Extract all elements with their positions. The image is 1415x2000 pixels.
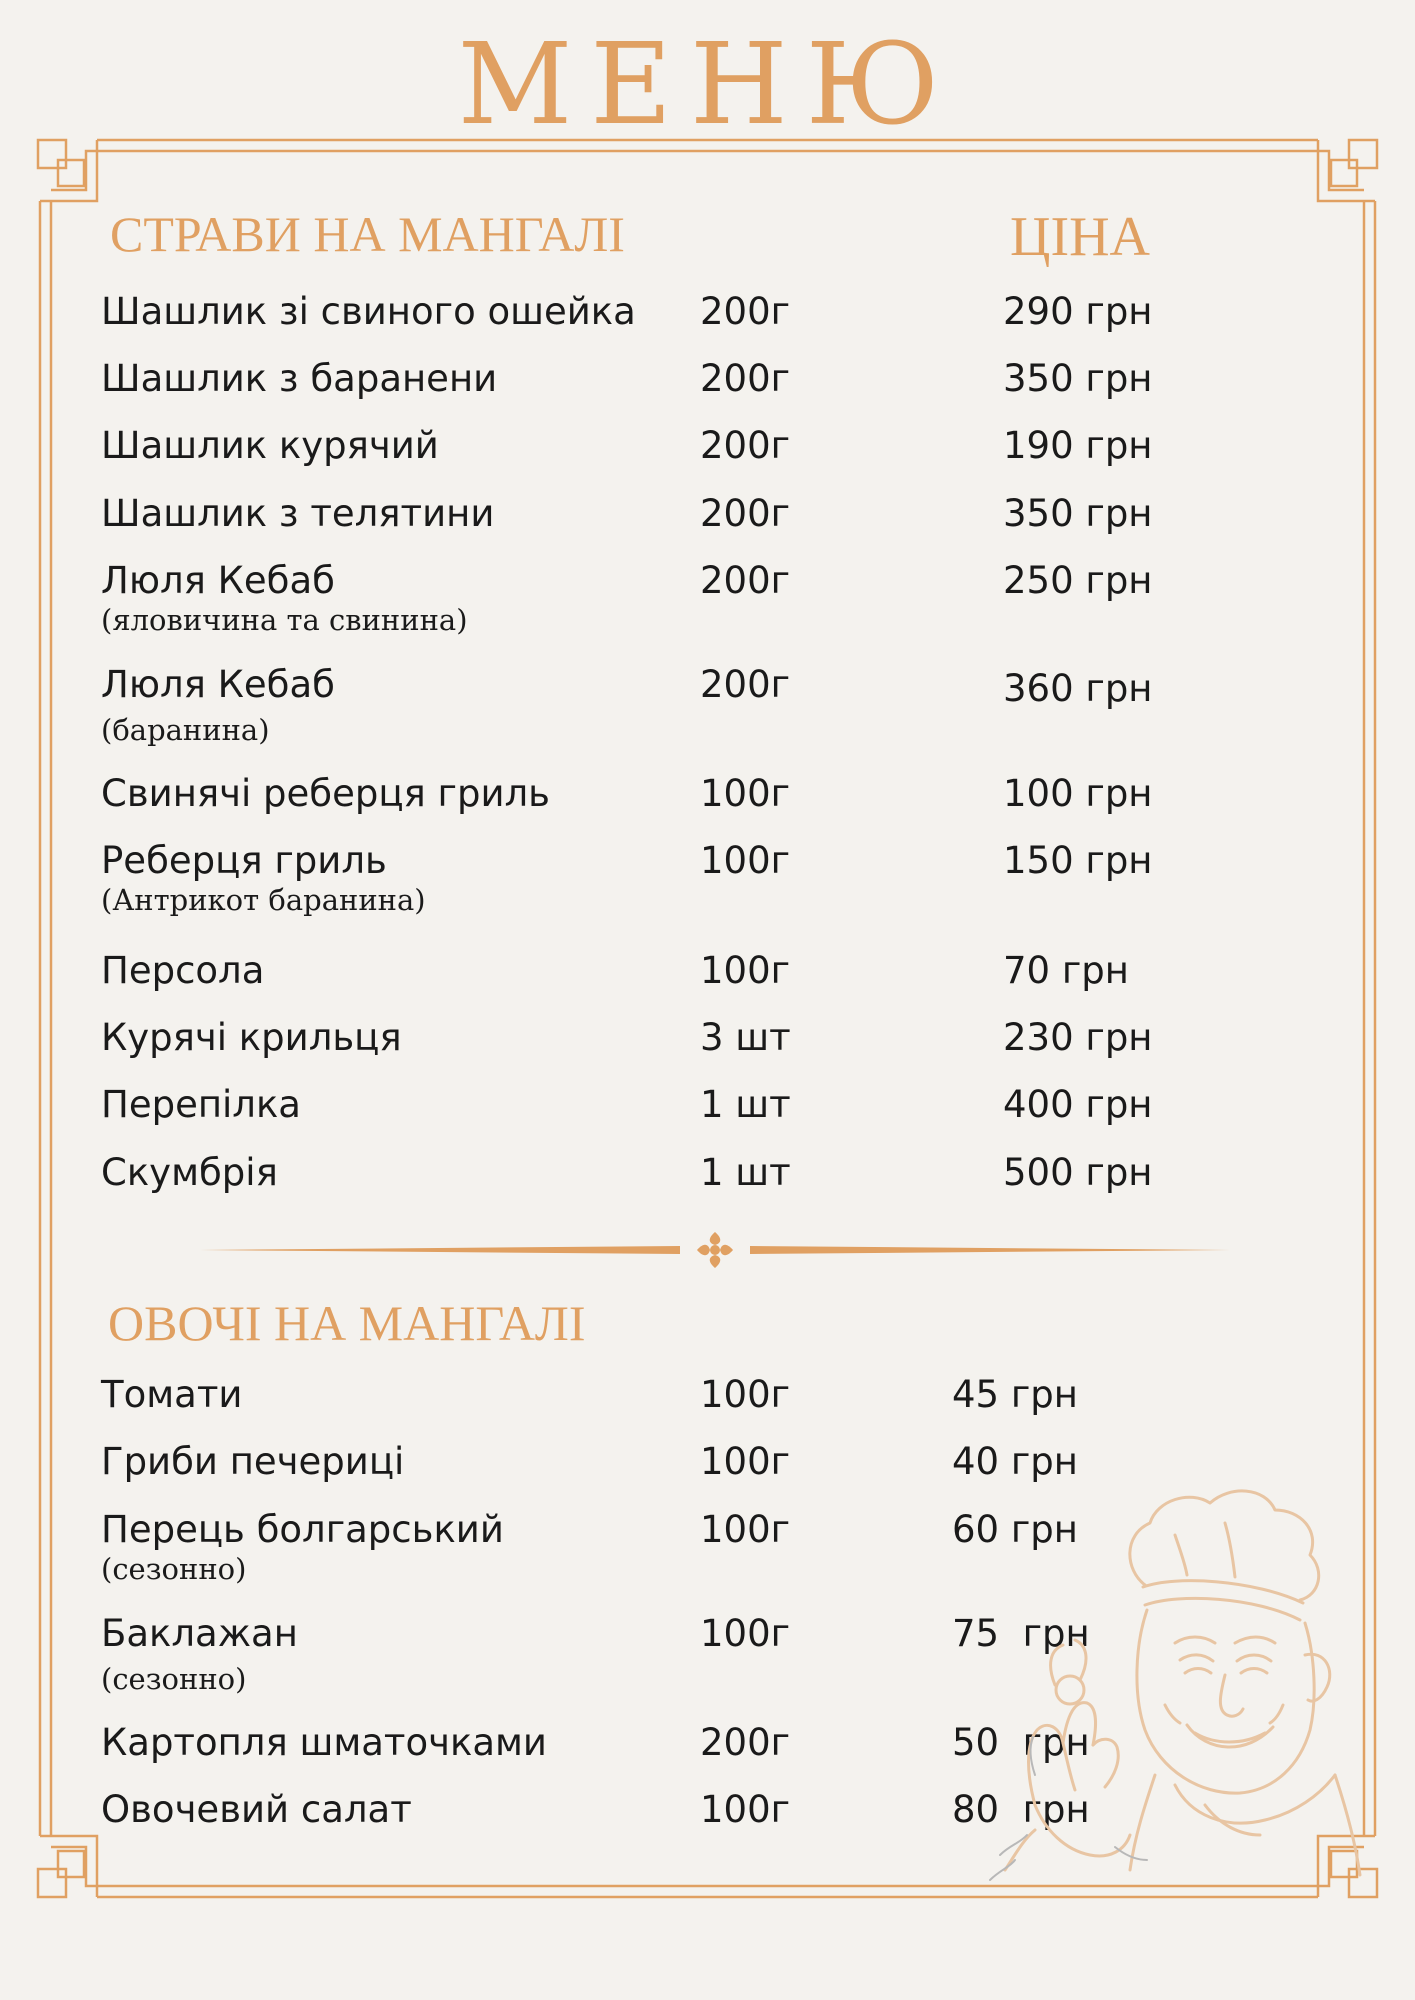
dish-price: 350 грн (1003, 357, 1153, 400)
menu-item-row (0, 1151, 1415, 1211)
dish-name: Перець болгарський (101, 1508, 504, 1551)
dish-price: 150 грн (1003, 839, 1153, 882)
price-column-heading: ЦІНА (1010, 206, 1150, 268)
dish-name: Томати (101, 1373, 243, 1416)
dish-weight: 200г (700, 290, 791, 333)
menu-item-row (0, 357, 1415, 417)
dish-price: 190 грн (1003, 424, 1153, 467)
dish-weight: 3 шт (700, 1016, 791, 1059)
dish-name: Шашлик з телятини (101, 492, 495, 535)
dish-weight: 100г (700, 1788, 791, 1831)
dish-weight: 100г (700, 772, 791, 815)
dish-name: Персола (101, 949, 265, 992)
dish-price: 50 грн (952, 1721, 1090, 1764)
dish-price: 350 грн (1003, 492, 1153, 535)
dish-weight: 200г (700, 492, 791, 535)
dish-price: 45 грн (952, 1373, 1078, 1416)
dish-name: Шашлик з баранени (101, 357, 498, 400)
dish-name: Реберця гриль (101, 839, 387, 882)
dish-price: 80 грн (952, 1788, 1090, 1831)
dish-weight: 100г (700, 1612, 791, 1655)
dish-price: 230 грн (1003, 1016, 1153, 1059)
dish-name: Люля Кебаб (101, 559, 335, 602)
dish-price: 100 грн (1003, 772, 1153, 815)
dish-note: (сезонно) (101, 1662, 247, 1696)
dish-price: 250 грн (1003, 559, 1153, 602)
dish-name: Овочевий салат (101, 1788, 412, 1831)
dish-price: 60 грн (952, 1508, 1078, 1551)
menu-item-row (0, 559, 1415, 637)
section-heading-grill: СТРАВИ НА МАНГАЛІ (110, 206, 625, 262)
dish-price: 40 грн (952, 1440, 1078, 1483)
menu-item-row (0, 663, 1415, 747)
dish-weight: 200г (700, 1721, 791, 1764)
dish-name: Курячі крильця (101, 1016, 402, 1059)
dish-weight: 200г (700, 559, 791, 602)
dish-name: Баклажан (101, 1612, 298, 1655)
ornament-divider-icon (200, 1230, 1230, 1270)
dish-weight: 1 шт (700, 1083, 791, 1126)
dish-price: 500 грн (1003, 1151, 1153, 1194)
menu-item-row (0, 1373, 1415, 1433)
menu-item-row (0, 839, 1415, 917)
dish-price: 290 грн (1003, 290, 1153, 333)
dish-price: 360 грн (1003, 667, 1153, 710)
dish-price: 75 грн (952, 1612, 1090, 1655)
menu-item-row (0, 492, 1415, 552)
dish-price: 70 грн (1003, 949, 1129, 992)
menu-item-row (0, 290, 1415, 350)
menu-item-row (0, 949, 1415, 1009)
dish-weight: 1 шт (700, 1151, 791, 1194)
dish-weight: 100г (700, 839, 791, 882)
dish-name: Шашлик курячий (101, 424, 439, 467)
dish-name: Шашлик зі свиного ошейка (101, 290, 636, 333)
dish-weight: 100г (700, 1373, 791, 1416)
dish-weight: 100г (700, 949, 791, 992)
dish-weight: 200г (700, 357, 791, 400)
dish-name: Гриби печериці (101, 1440, 405, 1483)
menu-item-row (0, 772, 1415, 832)
menu-item-row (0, 1083, 1415, 1143)
dish-weight: 100г (700, 1440, 791, 1483)
dish-name: Люля Кебаб (101, 663, 335, 706)
dish-name: Свинячі реберця гриль (101, 772, 550, 815)
dish-weight: 100г (700, 1508, 791, 1551)
dish-note: (яловичина та свинина) (101, 603, 468, 637)
section-heading-vegetables: ОВОЧІ НА МАНГАЛІ (108, 1295, 586, 1351)
chef-illustration-icon (975, 1475, 1385, 1885)
dish-weight: 200г (700, 424, 791, 467)
menu-item-row (0, 1016, 1415, 1076)
dish-price: 400 грн (1003, 1083, 1153, 1126)
dish-note: (сезонно) (101, 1552, 247, 1586)
dish-name: Скумбрія (101, 1151, 278, 1194)
dish-name: Перепілка (101, 1083, 301, 1126)
dish-note: (баранина) (101, 713, 270, 747)
dish-weight: 200г (700, 663, 791, 706)
menu-title: МЕНЮ (457, 20, 958, 150)
dish-note: (Антрикот баранина) (101, 883, 426, 917)
dish-name: Картопля шматочками (101, 1721, 547, 1764)
menu-item-row (0, 424, 1415, 484)
